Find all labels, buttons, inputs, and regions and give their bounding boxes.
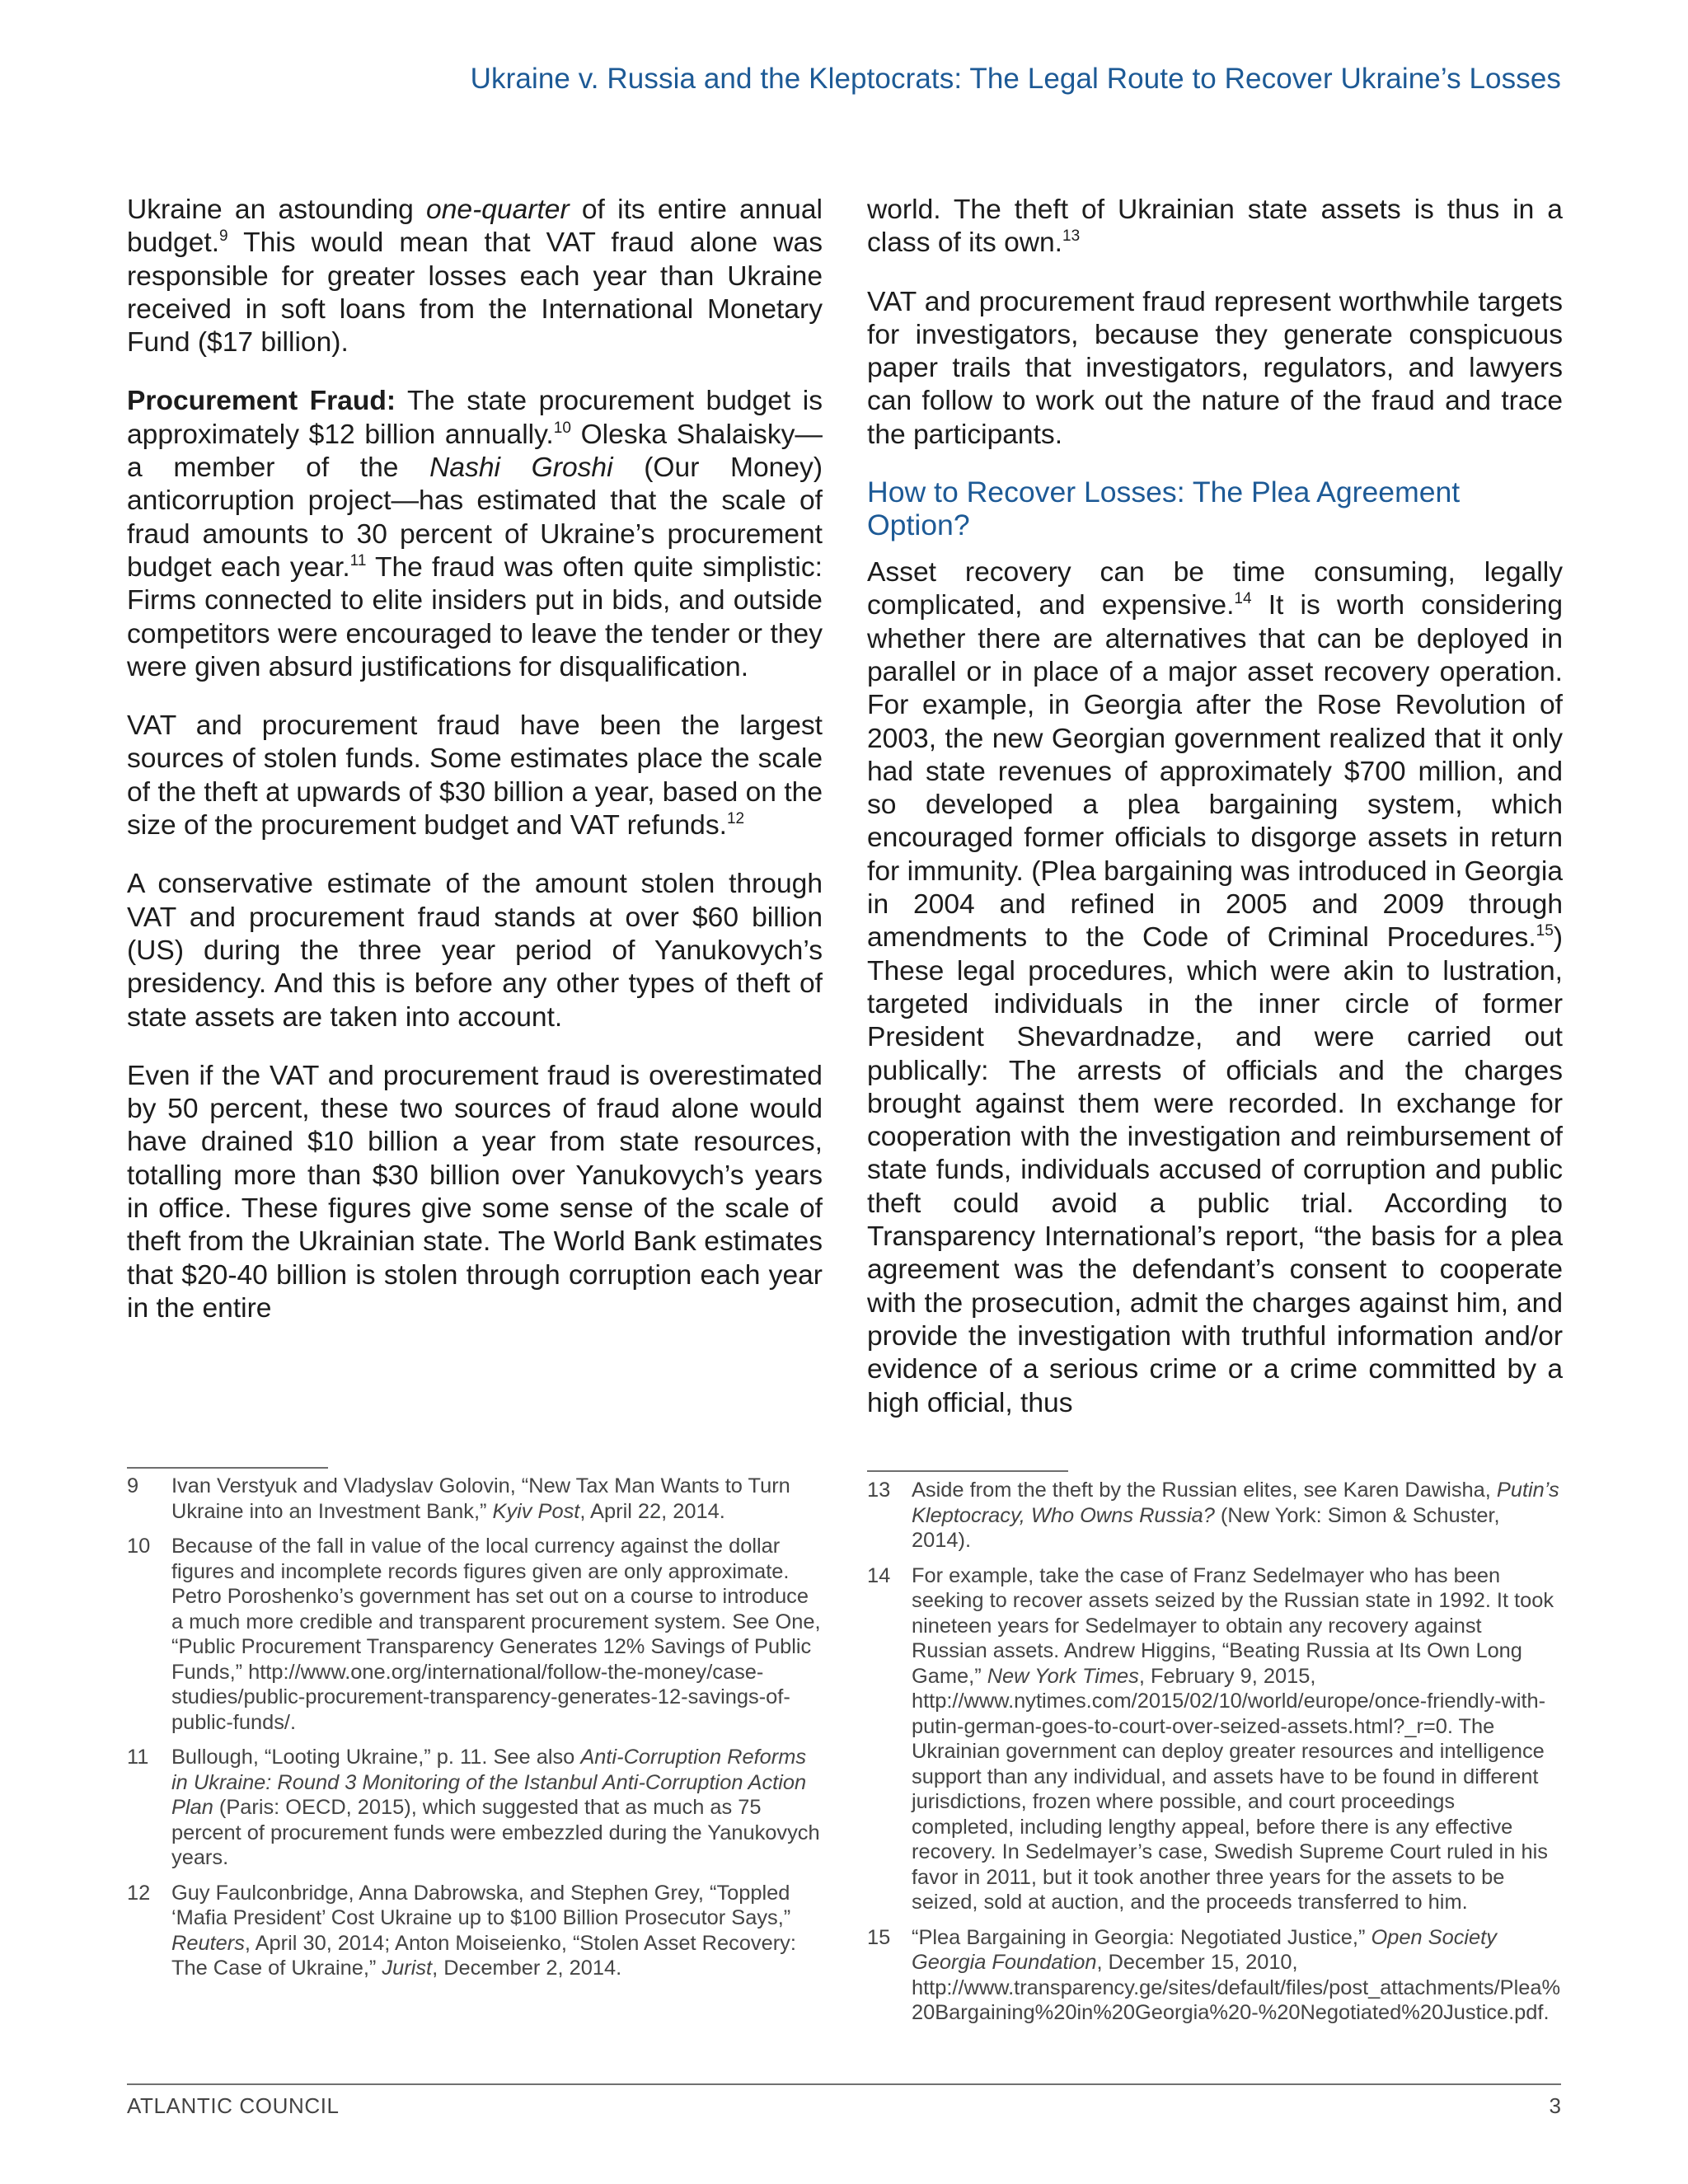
footnote-divider-left [127,1467,328,1469]
footnotes-right [867,1478,1563,2036]
footer-divider [127,2083,1561,2085]
running-header-title: Ukraine v. Russia and the Kleptocrats: The Legal Route to Recover Ukraine’s Losses [470,63,1561,95]
footnote-12: 12 Guy Faulconbridge, Anna Dabrowska, and Stephen Grey, “Toppled ‘Mafia President’ Cost Ukraine up to $100 Billion Prosecutor Says,” Reuters, April 30, 2014; Anton Moiseienko, “Stolen Asset Recovery: The Case of Ukraine,” Jurist, December 2, 2014. [127,1881,796,1980]
footnote-divider-right [867,1470,1068,1472]
paragraph-worthwhile-targets: VAT and procurement fraud represent worthwhile targets for investigators, because they generate conspicuous paper trails that investigators, regulators, and lawyers can follow to work out the nature of the fraud and trace the participants. [867,286,1563,450]
footnote-10: 10 Because of the fall in value of the local currency against the dollar figures and incomplete records figures given are only approximate. Petro Poroshenko’s government has set out on a course to introduce a much more credible and transparent procurement system. See One, “Public Procurement Transparency Generates 12% Savings of Public Funds,” http://www.one.org/international/follow-the-money/case-studies/public-procurement-transparency-generates-12-savings-of-public-funds/. [127,1535,821,1734]
left-body-column [127,194,823,1351]
paragraph-largest-sources: VAT and procurement fraud have been the largest sources of stolen funds. Some estimates place the scale of the theft at upwards of $30 billion a year, based on the size of the procurement budget and VAT refunds.$^{12}$ [127,710,823,841]
section-heading: How to Recover Losses: The Plea Agreement Option? [867,476,1461,542]
right-body-column [867,194,1563,1446]
footnotes-left [127,1474,823,1991]
footnote-ref[interactable]: 15 [1536,922,1554,940]
page-number: 3 [1549,2093,1561,2118]
footnote-ref[interactable]: 9 [219,227,228,246]
paragraph-overestimated: Even if the VAT and procurement fraud is overestimated by 50 percent, these two sources of fraud alone would have drained $10 billion a year from state resources, totalling more than $30 billion over Yanukovych’s years in office. These figures give some sense of the scale of theft from the Ukrainian state. The World Bank estimates that $20-40 billion is stolen through corruption each year in the entire [127,1060,823,1324]
footnote-9: 9 Ivan Verstyuk and Vladyslav Golovin, “New Tax Man Wants to Turn Ukraine into an Investment Bank,” Kyiv Post, April 22, 2014. [127,1474,790,1523]
paragraph-class-of-its-own: world. The theft of Ukrainian state assets is thus in a class of its own.$^{13}$ [867,194,1563,259]
paragraph-asset-recovery: Asset recovery can be time consuming, legally complicated, and expensive.$^{14}$ It is worth considering whether there are alternatives that can be deployed in parallel or in place of a major asset recovery operation. For example, in Georgia after the Rose Revolution of 2003, the new Georgian government realized that it only had state revenues of approximately $700 million, and so developed a plea bargaining system, which encouraged former officials to disgorge assets in return for immunity. (Plea bargaining was introduced in Georgia in 2004 and refined in 2005 and 2009 through amendments to the Code of Criminal Procedures.$^{15}$) These legal procedures, which were akin to lustration, targeted individuals in the inner circle of former President Shevardnadze, and were carried out publically: The arrests of officials and the charges brought against them were recorded. In exchange for cooperation with the investigation and reimbursement of state funds, individuals accused of corruption and public theft could avoid a public trial. According to Transparency International’s report, “the basis for a plea agreement was the defendant’s consent to cooperate with the prosecution, admit the charges against him, and provide the investigation with truthful information and/or evidence of a serious crime or a crime committed by a high official, thus [867,557,1563,1418]
footnote-ref[interactable]: 11 [349,551,367,569]
footnote-11: 11 Bullough, “Looting Ukraine,” p. 11. See also Anti-Corruption Reforms in Ukraine: Round 3 Monitoring of the Istanbul Anti-Corruption Action Plan (Paris: OECD, 2015), which suggested that as much as 75 percent of procurement funds were embezzled during the Yanukovych years. [127,1746,820,1869]
footnote-ref[interactable]: 13 [1062,227,1081,246]
footnote-14: 14 For example, take the case of Franz Sedelmayer who has been seeking to recover assets seized by the Russian state in 1992. It took nineteen years for Sedelmayer to obtain any recovery against Russian assets. Andrew Higgins, “Beating Russia at Its Own Long Game,” New York Times, February 9, 2015, http://www.nytimes.com/2015/02/10/world/europe/once-friendly-with-putin-german-goes-to-court-over-seized-assets.html?_r=0. The Ukrainian government can deploy greater resources and intelligence support than any individual, and assets have to be found in different jurisdictions, frozen where possible, and court proceedings completed, including lengthy appeal, before there is any effective recovery. In Sedelmayer’s case, Swedish Supreme Court ruled in his favor in 2011, but it took another three years for the assets to be seized, sold at auction, and the proceeds transferred to him. [867,1563,1554,1914]
paragraph-procurement-fraud: Procurement Fraud: The state procurement budget is approximately $12 billion annually.$^{10}$ Oleska Shalaisky—a member of the Nashi Groshi (Our Money) anticorruption project—has estimated that the scale of fraud amounts to 30 percent of Ukraine’s procurement budget each year.$^{11}$ The fraud was often quite simplistic: Firms connected to elite insiders put in bids, and outside competitors were encouraged to leave the tender or they were given absurd justifications for disqualification. [127,386,823,682]
footnote-ref[interactable]: 10 [553,419,571,437]
footnote-ref[interactable]: 14 [1234,590,1252,608]
run-in-heading: Procurement Fraud: [127,386,396,417]
footnote-13: 13 Aside from the theft by the Russian elites, see Karen Dawisha, Putin’s Kleptocracy, Who Owns Russia? (New York: Simon & Schuster, 2014). [867,1479,1559,1552]
footnote-15: 15 “Plea Bargaining in Georgia: Negotiated Justice,” Open Society Georgia Foundation, December 15, 2010, http://www.transparency.ge/sites/default/files/post_attachments/Plea%20Bargaining%20in%20Georgia%20-%20Negotiated%20Justice.pdf. [867,1925,1561,2024]
footnote-ref[interactable]: 12 [726,810,745,828]
paragraph-vat-budget: Ukraine an astounding one-quarter of its entire annual budget.$^9$ This would mean that VAT fraud alone was responsible for greater losses each year than Ukraine received in soft loans from the International Monetary Fund ($17 billion). [127,194,823,359]
footer-organization: ATLANTIC COUNCIL [127,2093,340,2118]
paragraph-conservative-estimate: A conservative estimate of the amount stolen through VAT and procurement fraud stands at over $60 billion (US) during the three year period of Yanukovych’s presidency. And this is before any other types of theft of state assets are taken into account. [127,869,823,1033]
